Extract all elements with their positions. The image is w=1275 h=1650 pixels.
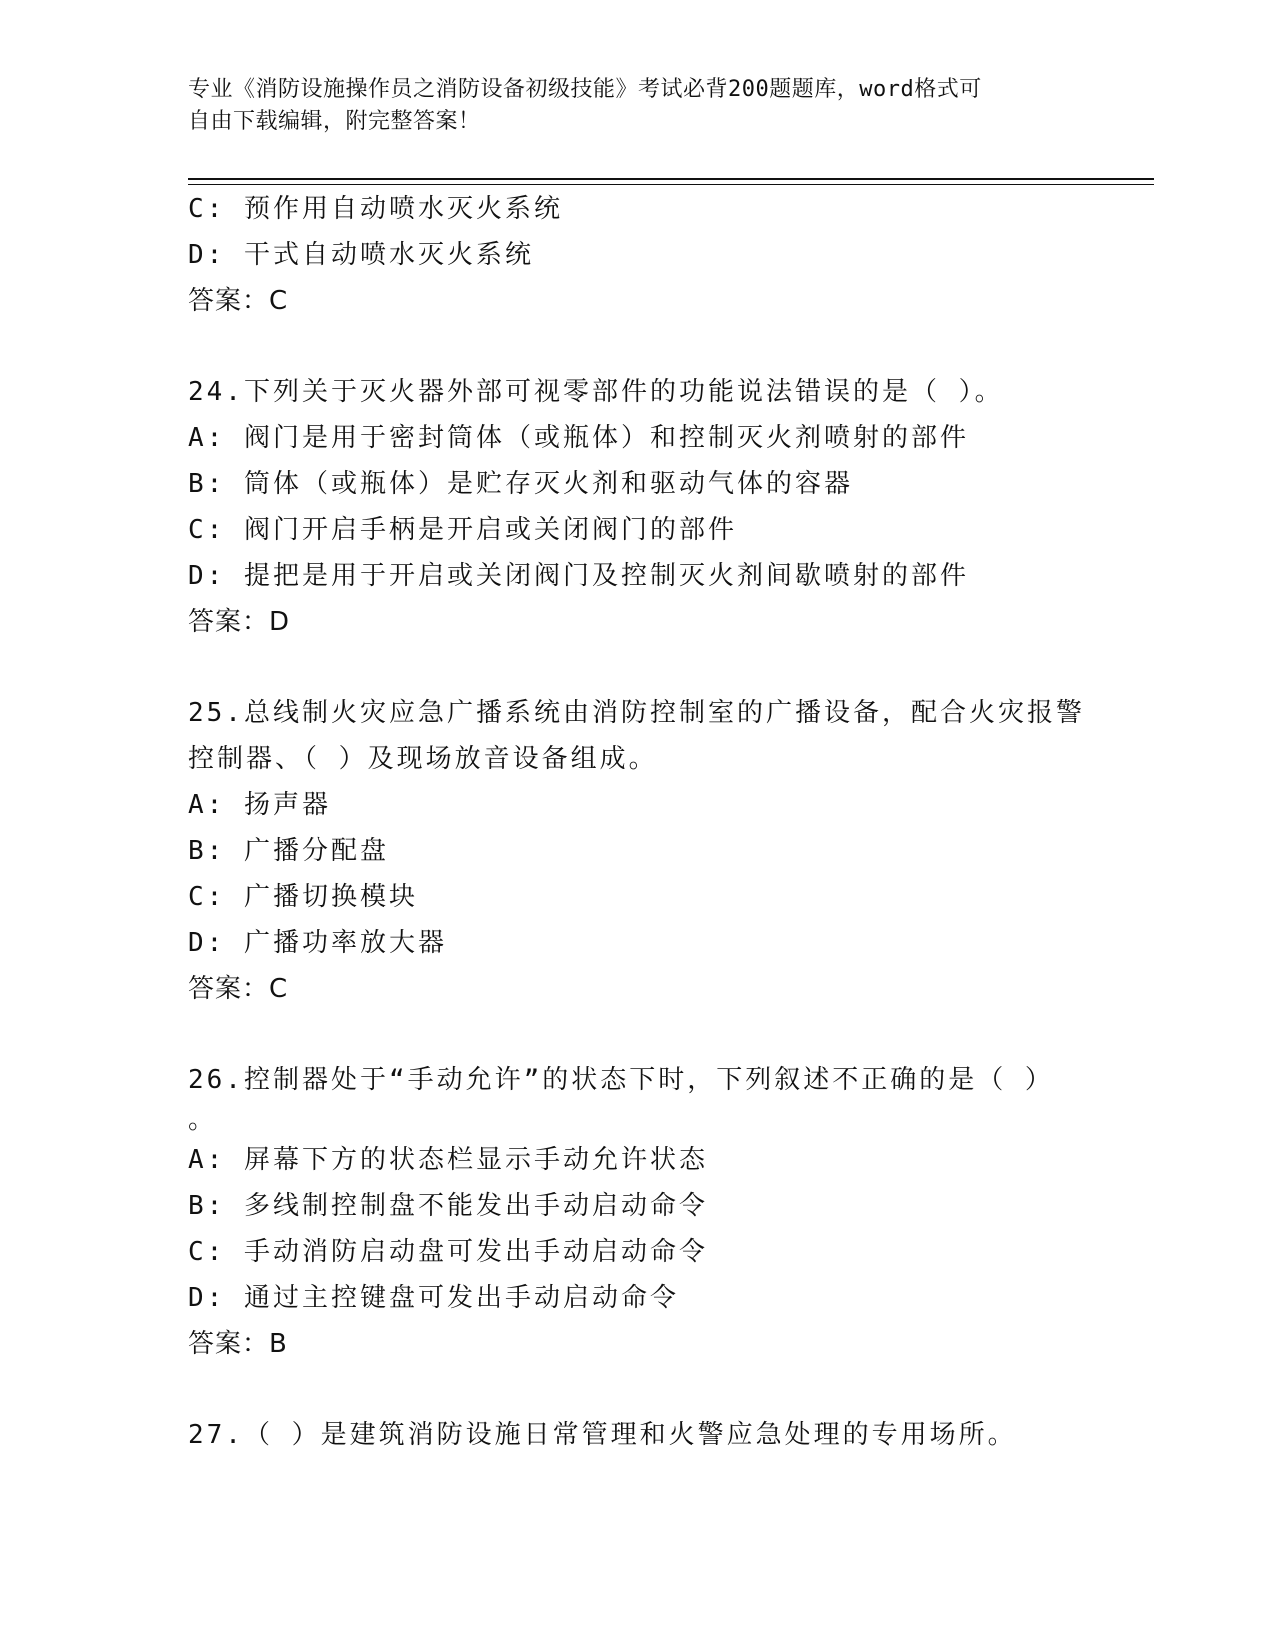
answer-label: 答案：D <box>188 607 291 637</box>
option-b: B: 筒体（或瓶体）是贮存灭火剂和驱动气体的容器 <box>188 469 853 499</box>
header-line-2: 自由下载编辑，附完整答案！ <box>188 109 481 134</box>
spacer <box>188 1012 1088 1057</box>
question-25 <box>188 690 1088 1012</box>
question-stem-line-1: 25.总线制火灾应急广播系统由消防控制室的广播设备，配合火灾报警 <box>188 698 1085 728</box>
option-c: C: 阀门开启手柄是开启或关闭阀门的部件 <box>188 515 737 545</box>
question-23-tail <box>188 186 1088 324</box>
question-stem: 24.下列关于灭火器外部可视零部件的功能说法错误的是（ ）。 <box>188 377 1004 407</box>
question-stem-line-2: 控制器、（ ）及现场放音设备组成。 <box>188 744 658 774</box>
option-c: C: 广播切换模块 <box>188 882 418 912</box>
header-line-1: 专业《消防设施操作员之消防设备初级技能》考试必背200题题库，word格式可 <box>188 77 982 102</box>
option-d: D: 提把是用于开启或关闭阀门及控制灭火剂间歇喷射的部件 <box>188 561 969 591</box>
header-rule-thick <box>188 178 1154 180</box>
option-d: D: 广播功率放大器 <box>188 928 447 958</box>
option-a: A: 阀门是用于密封筒体（或瓶体）和控制灭火剂喷射的部件 <box>188 423 969 453</box>
answer-label: 答案：B <box>188 1329 288 1359</box>
question-stem-line-1: 26.控制器处于“手动允许”的状态下时，下列叙述不正确的是（ ） <box>188 1065 1054 1095</box>
header-rule-thin <box>188 184 1154 185</box>
question-stem-line-2: 。 <box>188 1105 218 1135</box>
option-c: C: 预作用自动喷水灭火系统 <box>188 194 563 224</box>
page-header <box>188 74 1068 138</box>
question-24 <box>188 369 1088 645</box>
option-d: D: 通过主控键盘可发出手动启动命令 <box>188 1283 679 1313</box>
option-a: A: 屏幕下方的状态栏显示手动允许状态 <box>188 1145 708 1175</box>
option-d: D: 干式自动喷水灭火系统 <box>188 240 534 270</box>
spacer <box>188 324 1088 369</box>
question-stem: 27.（ ）是建筑消防设施日常管理和火警应急处理的专用场所。 <box>188 1420 1017 1450</box>
question-list <box>188 186 1088 1458</box>
question-26 <box>188 1057 1088 1367</box>
option-c: C: 手动消防启动盘可发出手动启动命令 <box>188 1237 708 1267</box>
spacer <box>188 645 1088 690</box>
spacer <box>188 1367 1088 1412</box>
option-b: B: 广播分配盘 <box>188 836 389 866</box>
question-27 <box>188 1412 1088 1458</box>
option-b: B: 多线制控制盘不能发出手动启动命令 <box>188 1191 708 1221</box>
option-a: A: 扬声器 <box>188 790 331 820</box>
answer-label: 答案：C <box>188 286 289 316</box>
answer-label: 答案：C <box>188 974 289 1004</box>
